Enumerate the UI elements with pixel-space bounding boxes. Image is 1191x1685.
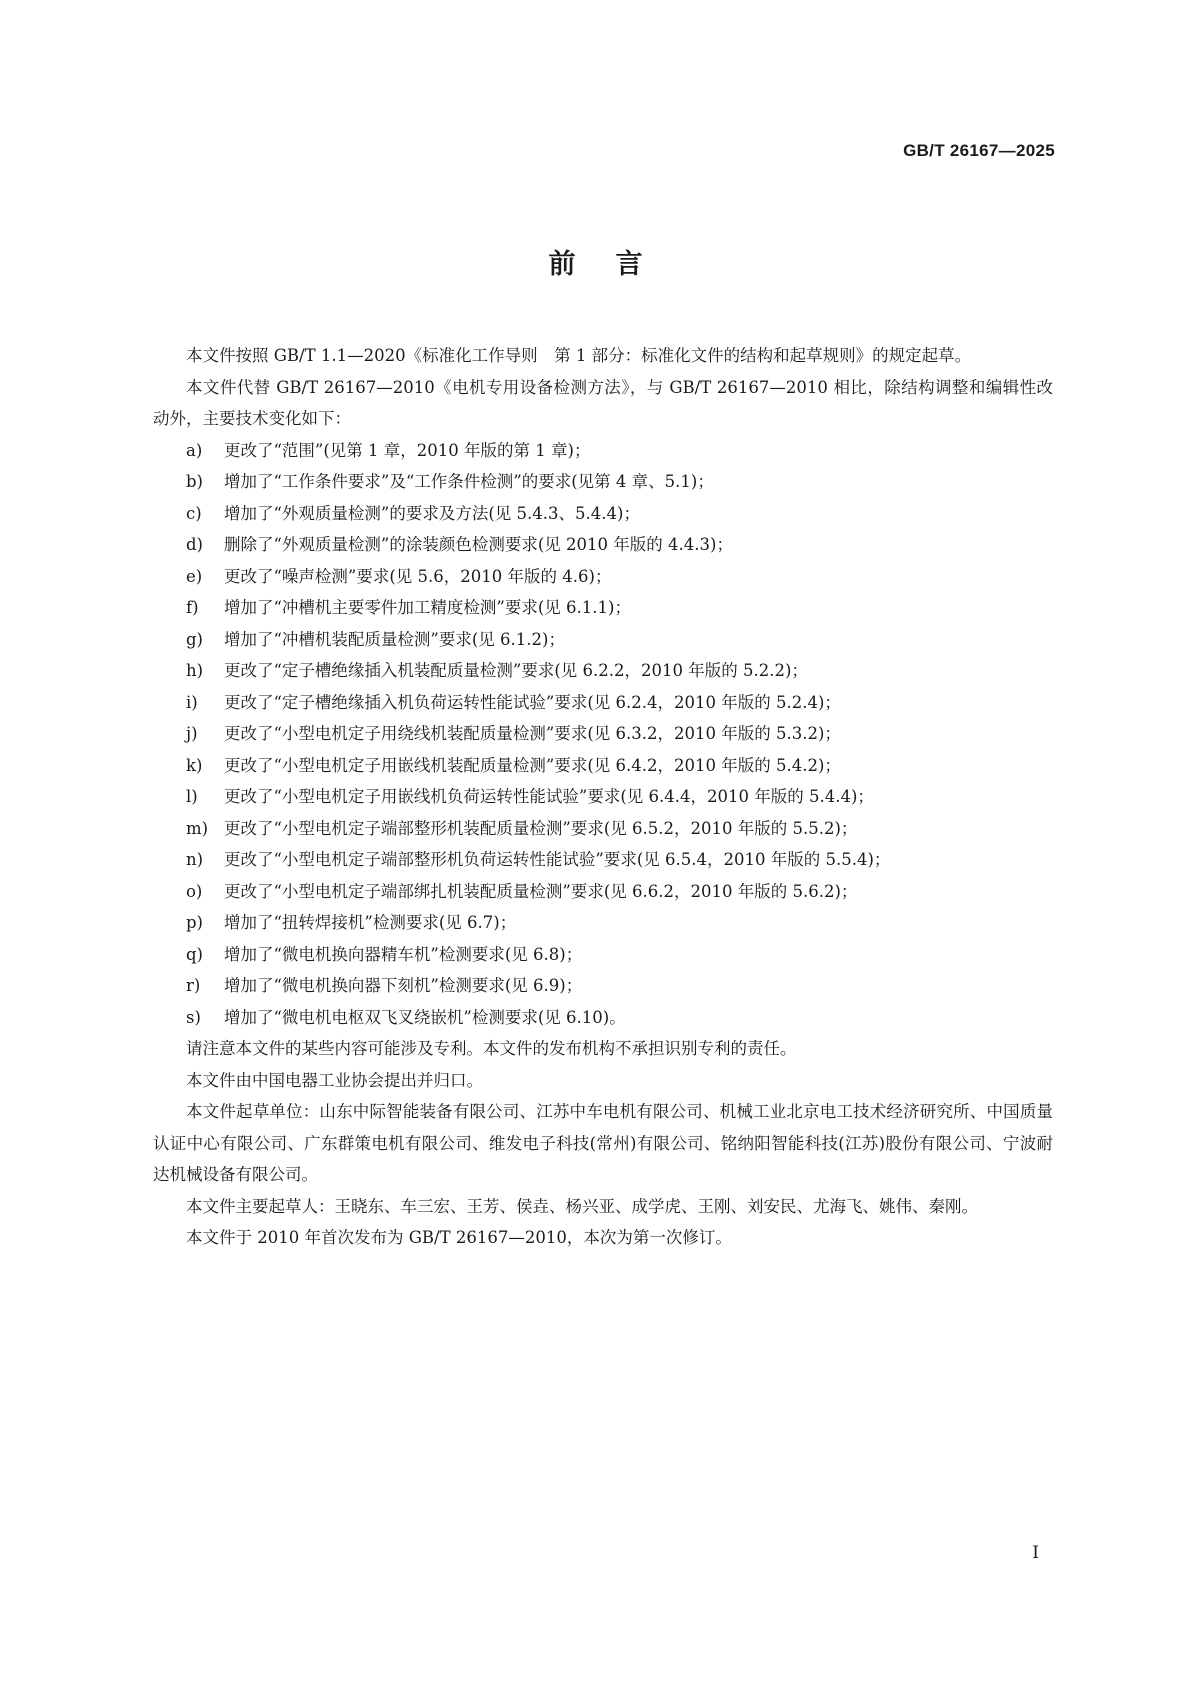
list-item [153,655,1053,687]
list-marker: m) [186,818,209,838]
list-text: 更改了“定子槽绝缘插入机装配质量检测”要求(见 6.2.2，2010 年版的 5.2.2)； [224,661,808,680]
list-text: 增加了“冲槽机装配质量检测”要求(见 6.1.2)； [224,629,565,649]
list-marker: r) [186,976,201,995]
list-item [153,939,1053,971]
list-item [153,907,1053,939]
list-marker: s) [186,1007,201,1027]
list-text: 更改了“小型电机定子端部整形机装配质量检测”要求(见 6.5.2，2010 年版的 5.5.2)； [224,818,858,838]
list-text: 增加了“冲槽机主要零件加工精度检测”要求(见 6.1.1)； [224,598,631,617]
list-marker: j) [186,724,198,743]
list-item [153,718,1053,750]
list-item [153,687,1053,719]
list-text: 增加了“微电机换向器精车机”检测要求(见 6.8)； [224,944,583,964]
list-text: 增加了“工作条件要求”及“工作条件检测”的要求(见第 4 章、5.1)； [224,472,714,491]
list-item [153,813,1053,845]
list-item [153,529,1053,561]
list-text: 更改了“小型电机定子端部绑扎机装配质量检测”要求(见 6.6.2，2010 年版的 5.6.2)； [224,881,858,901]
list-item [153,498,1053,530]
list-item [153,750,1053,782]
list-item [153,781,1053,813]
list-item [153,970,1053,1002]
proposer-statement: 本文件由中国电器工业协会提出并归口。 [186,1070,483,1090]
drafters: 本文件主要起草人：王晓东、车三宏、王芳、侯垚、杨兴亚、成学虎、王刚、刘安民、尤海飞、姚伟、秦刚。 [186,1196,978,1216]
list-marker: i) [186,692,198,712]
patent-notice: 请注意本文件的某些内容可能涉及专利。本文件的发布机构不承担识别专利的责任。 [186,1039,797,1058]
list-marker: o) [186,881,203,901]
list-item [153,466,1053,498]
page-number: I [1032,1543,1039,1563]
list-text: 增加了“微电机换向器下刻机”检测要求(见 6.9)； [224,976,583,995]
list-marker: q) [186,944,203,964]
list-marker: p) [186,913,203,932]
list-text: 更改了“范围”(见第 1 章，2010 年版的第 1 章)； [224,440,591,460]
list-marker: l) [186,787,198,806]
list-marker: c) [186,503,202,523]
list-item [153,1002,1053,1034]
list-marker: h) [186,661,204,680]
list-text: 更改了“小型电机定子用绕线机装配质量检测”要求(见 6.3.2，2010 年版的 5.3.2)； [224,724,841,743]
changes-list [153,435,1053,1034]
intro-paragraph: 本文件按照 GB/T 1.1—2020《标准化工作导则 第 1 部分：标准化文件的结构和起草规则》的规定起草。 [186,346,972,365]
list-text: 增加了“微电机电枢双飞叉绕嵌机”检测要求(见 6.10)。 [224,1007,626,1027]
list-item [153,592,1053,624]
list-text: 增加了“外观质量检测”的要求及方法(见 5.4.3、5.4.4)； [224,503,640,523]
list-text: 更改了“小型电机定子用嵌线机装配质量检测”要求(见 6.4.2，2010 年版的 5.4.2)； [224,755,841,775]
standard-code: GB/T 26167—2025 [903,141,1055,160]
list-marker: e) [186,566,203,586]
publication-history: 本文件于 2010 年首次发布为 GB/T 26167—2010，本次为第一次修订。 [186,1228,732,1247]
list-text: 增加了“扭转焊接机”检测要求(见 6.7)； [224,913,517,932]
list-text: 更改了“小型电机定子用嵌线机负荷运转性能试验”要求(见 6.4.4，2010 年版的 5.4.4)； [224,787,874,806]
list-item [153,561,1053,593]
list-text: 更改了“小型电机定子端部整形机负荷运转性能试验”要求(见 6.5.4，2010 年版的 5.5.4)； [224,850,891,869]
list-text: 更改了“定子槽绝缘插入机负荷运转性能试验”要求(见 6.2.4，2010 年版的 5.2.4)； [224,692,841,712]
drafting-organizations: 本文件起草单位：山东中际智能装备有限公司、江苏中车电机有限公司、机械工业北京电工技术经济研究所、中国质量认证中心有限公司、广东群策电机有限公司、维发电子科技(常州)有限公司、铭纳阳智能科技(江苏)股份有限公司、宁波耐达机械设备有限公司。 [153,1102,1053,1184]
list-marker: n) [186,850,204,869]
list-text: 更改了“噪声检测”要求(见 5.6，2010 年版的 4.6)； [224,566,612,586]
list-marker: k) [186,755,203,775]
list-marker: d) [186,535,203,554]
list-item [153,624,1053,656]
list-marker: a) [186,440,203,460]
list-item [153,876,1053,908]
intro-paragraph: 本文件代替 GB/T 26167—2010《电机专用设备检测方法》，与 GB/T 26167—2010 相比，除结构调整和编辑性改动外，主要技术变化如下： [153,377,1053,428]
page-title: 前言 [548,249,683,280]
list-marker: g) [186,629,203,649]
list-item [153,844,1053,876]
list-text: 删除了“外观质量检测”的涂装颜色检测要求(见 2010 年版的 4.4.3)； [224,535,733,554]
list-marker: b) [186,472,203,491]
foreword-body [153,340,1053,1254]
list-item [153,435,1053,467]
list-marker: f) [186,598,199,617]
